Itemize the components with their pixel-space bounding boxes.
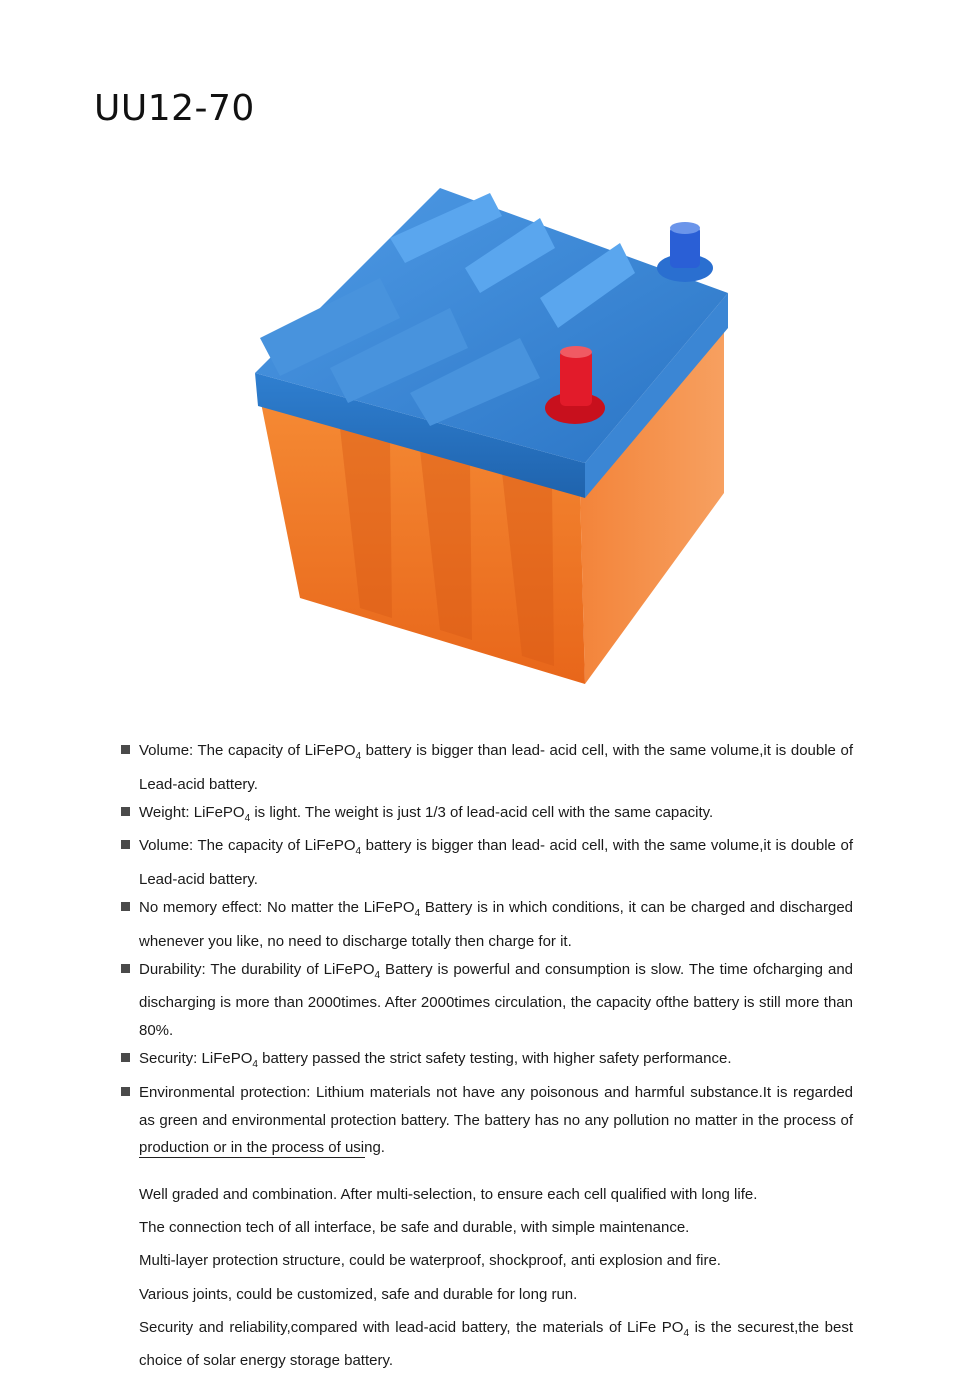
feature-item: No memory effect: No matter the LiFePO$_4$ Battery is in which conditions, it can be charged and discharged whenever you like, no need to discharge totally then charge for it. (121, 894, 853, 956)
feature-item: Volume: The capacity of LiFePO$_4$ battery is bigger than lead- acid cell, with the same volume,it is double of Lead-acid battery. (121, 737, 853, 799)
page-title: UU12-70 (94, 88, 255, 129)
square-bullet-icon (121, 1053, 130, 1062)
feature-list (121, 737, 853, 1168)
feature-item: Environmental protection: Lithium materials not have any poisonous and harmful substance.It is regarded as green and environmental protection battery. The battery has no any pollution no matter in the process of production or in the process of using. (121, 1079, 853, 1168)
negative-terminal (657, 222, 713, 282)
square-bullet-icon (121, 964, 130, 973)
note-line: Well graded and combination. After multi-selection, to ensure each cell qualified with long life. (139, 1186, 758, 1203)
square-bullet-icon (121, 807, 130, 816)
feature-item: Security: LiFePO$_4$ battery passed the strict safety testing, with higher safety performance. (121, 1045, 853, 1079)
note-line: Multi-layer protection structure, could be waterproof, shockproof, anti explosion and fire. (139, 1252, 721, 1270)
square-bullet-icon (121, 1087, 130, 1096)
feature-item: Weight: LiFePO$_4$ is light. The weight is just 1/3 of lead-acid cell with the same capacity. (121, 799, 853, 833)
note-line: Various joints, could be customized, safe and durable for long run. (139, 1285, 578, 1303)
square-bullet-icon (121, 902, 130, 911)
feature-item: Volume: The capacity of LiFePO$_4$ battery is bigger than lead- acid cell, with the same volume,it is double of Lead-acid battery. (121, 832, 853, 894)
feature-item: Durability: The durability of LiFePO$_4$ Battery is powerful and consumption is slow. The time ofcharging and discharging is more than 2000times. After 2000times circulation, the capacity ofthe battery is still more than 80%. (121, 956, 853, 1045)
section-divider (139, 1157, 365, 1158)
note-line: The connection tech of all interface, be safe and durable, with simple maintenance. (139, 1219, 690, 1237)
note-line: Security and reliability,compared with lead-acid battery, the materials of LiFe $PO_4$ is the securest,the best choice of solar energy storage battery. (139, 1318, 854, 1370)
square-bullet-icon (121, 745, 130, 754)
battery-product-image (240, 178, 740, 688)
notes-section (139, 1181, 853, 1374)
square-bullet-icon (121, 840, 130, 849)
